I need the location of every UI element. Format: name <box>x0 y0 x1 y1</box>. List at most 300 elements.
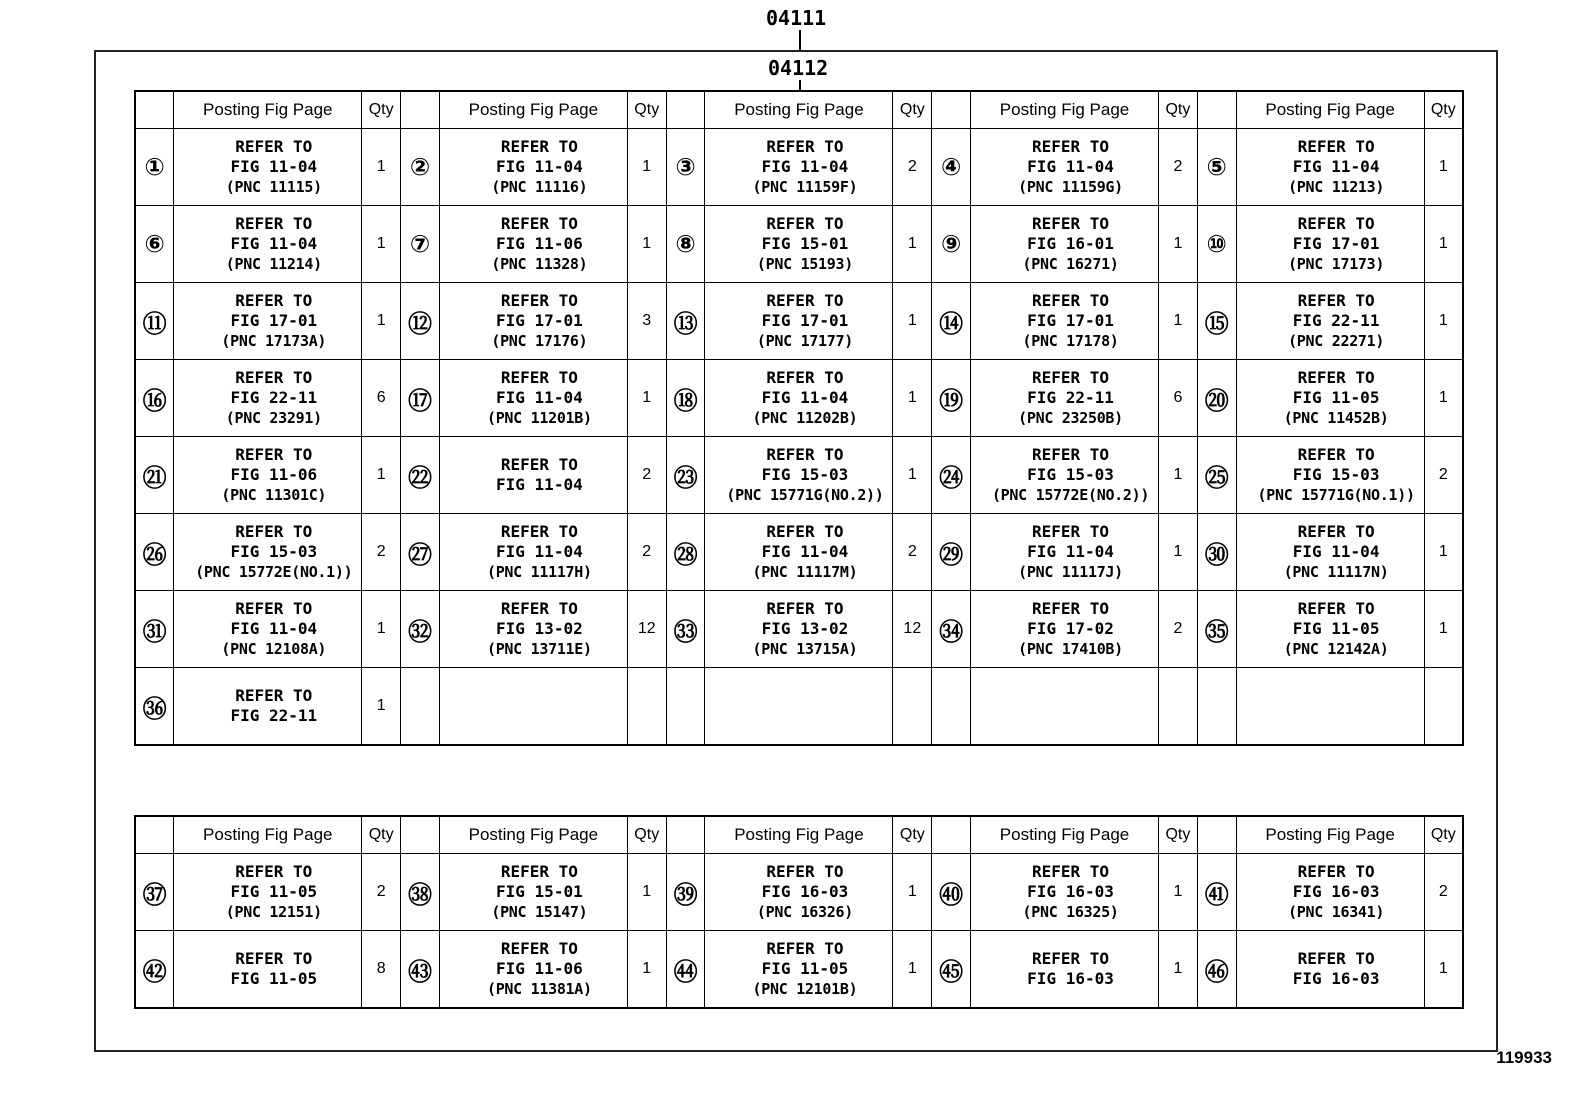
header-posting: Posting Fig Page <box>1236 816 1424 854</box>
item-number: ㉒ <box>401 437 440 514</box>
item-number <box>401 668 440 746</box>
reference-line: (PNC 17177) <box>756 332 853 350</box>
reference-line: FIG 11-04 <box>761 157 849 176</box>
posting-reference <box>705 129 893 206</box>
reference-line: REFER TO <box>1031 949 1110 968</box>
item-number: ⑦ <box>401 206 440 283</box>
reference-line: FIG 11-06 <box>230 465 318 484</box>
header-qty: Qty <box>893 91 932 129</box>
posting-reference <box>971 437 1159 514</box>
reference-line: REFER TO <box>1297 599 1375 618</box>
header-num-cell <box>135 816 174 854</box>
header-qty: Qty <box>1159 816 1198 854</box>
item-qty: 1 <box>1424 931 1463 1009</box>
reference-line: (PNC 16341) <box>1288 903 1385 921</box>
reference-line: FIG 17-01 <box>496 311 583 330</box>
header-qty: Qty <box>1424 816 1463 854</box>
reference-line: FIG 11-06 <box>496 959 583 978</box>
header-num-cell <box>401 816 440 854</box>
item-number: ⑯ <box>135 360 174 437</box>
item-qty: 12 <box>893 591 932 668</box>
item-number: ⑳ <box>1197 360 1236 437</box>
reference-line: (PNC 11201B) <box>486 409 592 427</box>
posting-reference <box>439 283 627 360</box>
reference-line: (PNC 15193) <box>756 255 853 273</box>
reference-line: (PNC 12101B) <box>752 980 858 998</box>
table-row <box>135 283 1463 360</box>
header-qty: Qty <box>627 816 666 854</box>
reference-line: FIG 22-11 <box>230 388 318 407</box>
posting-reference <box>705 854 893 931</box>
reference-line: REFER TO <box>766 862 844 881</box>
reference-line: REFER TO <box>766 291 844 310</box>
reference-line: FIG 17-01 <box>1027 311 1114 330</box>
posting-reference <box>174 591 362 668</box>
item-number: ㊺ <box>932 931 971 1009</box>
reference-line: REFER TO <box>766 599 844 618</box>
item-qty: 1 <box>1424 360 1463 437</box>
reference-line: (PNC 12142A) <box>1283 640 1389 658</box>
item-number: ㉛ <box>135 591 174 668</box>
reference-line: (PNC 12108A) <box>221 640 327 658</box>
parts-table-top <box>134 90 1464 746</box>
item-qty: 1 <box>1159 283 1198 360</box>
reference-line: FIG 22-11 <box>1027 388 1114 407</box>
posting-reference <box>439 360 627 437</box>
item-number: ⑱ <box>666 360 705 437</box>
reference-line: REFER TO <box>235 445 313 464</box>
reference-line: REFER TO <box>235 522 313 541</box>
reference-line: FIG 17-01 <box>761 311 849 330</box>
reference-line: (PNC 12151) <box>225 903 322 921</box>
reference-line: (PNC 23250B) <box>1018 409 1123 427</box>
item-qty: 1 <box>362 591 401 668</box>
reference-line: REFER TO <box>766 368 844 387</box>
table-row <box>135 514 1463 591</box>
item-qty: 1 <box>627 360 666 437</box>
item-qty: 2 <box>893 514 932 591</box>
reference-line: REFER TO <box>500 137 578 156</box>
reference-line: REFER TO <box>235 949 313 968</box>
item-qty: 2 <box>1159 591 1198 668</box>
item-qty <box>1424 668 1463 746</box>
reference-line: REFER TO <box>500 522 578 541</box>
reference-line: (PNC 11117H) <box>486 563 592 581</box>
item-number: ⑫ <box>401 283 440 360</box>
reference-line: (PNC 11202B) <box>752 409 858 427</box>
reference-line: (PNC 11452B) <box>1283 409 1389 427</box>
header-num-cell <box>666 91 705 129</box>
item-number <box>1197 668 1236 746</box>
item-qty: 2 <box>362 854 401 931</box>
posting-reference <box>705 437 893 514</box>
reference-line: (PNC 23291) <box>225 409 322 427</box>
subassembly-label: 04112 <box>768 56 829 80</box>
item-number: ② <box>401 129 440 206</box>
header-posting: Posting Fig Page <box>439 91 627 129</box>
reference-line: FIG 15-01 <box>761 234 849 253</box>
posting-reference <box>1236 206 1424 283</box>
reference-line: REFER TO <box>235 137 313 156</box>
item-qty: 1 <box>1424 514 1463 591</box>
reference-line: REFER TO <box>1031 291 1110 310</box>
table-row <box>135 437 1463 514</box>
item-number: ㉑ <box>135 437 174 514</box>
reference-line: REFER TO <box>1031 445 1110 464</box>
item-qty: 1 <box>362 129 401 206</box>
item-qty: 12 <box>627 591 666 668</box>
posting-reference <box>174 206 362 283</box>
leader-line <box>799 30 801 50</box>
posting-reference <box>174 668 362 746</box>
reference-line: (PNC 13711E) <box>486 640 592 658</box>
header-qty: Qty <box>362 91 401 129</box>
reference-line: REFER TO <box>500 291 578 310</box>
reference-line: (PNC 13715A) <box>752 640 858 658</box>
reference-line: FIG 16-03 <box>1292 969 1380 988</box>
item-qty: 2 <box>627 514 666 591</box>
reference-line: FIG 11-04 <box>1027 157 1114 176</box>
item-number: ⑨ <box>932 206 971 283</box>
reference-line: REFER TO <box>500 939 578 958</box>
reference-line: REFER TO <box>1297 137 1375 156</box>
posting-reference <box>439 437 627 514</box>
reference-line: FIG 16-03 <box>1292 882 1380 901</box>
reference-line: REFER TO <box>1031 862 1110 881</box>
reference-line: FIG 11-05 <box>230 882 318 901</box>
item-number: ㊶ <box>1197 854 1236 931</box>
reference-line: REFER TO <box>1297 445 1375 464</box>
table-header-row <box>135 816 1463 854</box>
reference-line: FIG 11-05 <box>1292 619 1380 638</box>
item-number: ㉓ <box>666 437 705 514</box>
reference-line: (PNC 17173A) <box>221 332 327 350</box>
item-qty <box>893 668 932 746</box>
reference-line: REFER TO <box>500 455 578 474</box>
item-number <box>666 668 705 746</box>
item-number: ㊸ <box>401 931 440 1009</box>
posting-reference <box>705 206 893 283</box>
item-number: ㊳ <box>401 854 440 931</box>
posting-reference <box>439 591 627 668</box>
item-qty: 1 <box>627 129 666 206</box>
header-num-cell <box>1197 91 1236 129</box>
reference-line: (PNC 22271) <box>1288 332 1385 350</box>
reference-line: REFER TO <box>235 686 313 705</box>
item-qty: 1 <box>893 931 932 1009</box>
reference-line: (PNC 15772E(NO.2)) <box>991 486 1150 504</box>
posting-reference <box>439 854 627 931</box>
reference-line: (PNC 11115) <box>225 178 322 196</box>
item-number: ㉖ <box>135 514 174 591</box>
item-qty: 1 <box>627 931 666 1009</box>
reference-line: FIG 16-03 <box>761 882 849 901</box>
item-number: ㊴ <box>666 854 705 931</box>
item-number: ㊷ <box>135 931 174 1009</box>
posting-reference <box>705 931 893 1009</box>
reference-line: (PNC 11116) <box>491 178 588 196</box>
posting-reference <box>971 129 1159 206</box>
reference-line: FIG 15-03 <box>1292 465 1380 484</box>
table-row <box>135 854 1463 931</box>
item-qty: 1 <box>627 206 666 283</box>
reference-line: FIG 11-05 <box>1292 388 1380 407</box>
posting-reference <box>174 283 362 360</box>
reference-line: FIG 15-03 <box>230 542 318 561</box>
posting-reference <box>1236 591 1424 668</box>
item-qty: 1 <box>362 206 401 283</box>
item-qty: 1 <box>1424 206 1463 283</box>
posting-reference <box>174 437 362 514</box>
header-qty: Qty <box>1424 91 1463 129</box>
reference-line: FIG 11-04 <box>496 388 583 407</box>
reference-line: (PNC 15147) <box>491 903 588 921</box>
reference-line: REFER TO <box>1297 214 1375 233</box>
reference-line: (PNC 11117J) <box>1018 563 1123 581</box>
item-number: ㊻ <box>1197 931 1236 1009</box>
posting-reference <box>174 514 362 591</box>
item-qty: 3 <box>627 283 666 360</box>
posting-reference <box>1236 437 1424 514</box>
reference-line: (PNC 17410B) <box>1018 640 1123 658</box>
posting-reference <box>174 129 362 206</box>
item-number: ⑭ <box>932 283 971 360</box>
header-qty: Qty <box>627 91 666 129</box>
header-num-cell <box>401 91 440 129</box>
item-qty <box>627 668 666 746</box>
reference-line: FIG 16-03 <box>1027 969 1114 988</box>
header-posting: Posting Fig Page <box>705 91 893 129</box>
reference-line: REFER TO <box>235 368 313 387</box>
reference-line: FIG 15-03 <box>1027 465 1114 484</box>
posting-reference <box>174 360 362 437</box>
item-number: ㊵ <box>932 854 971 931</box>
posting-reference <box>971 854 1159 931</box>
reference-line: REFER TO <box>1297 368 1375 387</box>
reference-line: REFER TO <box>1297 862 1375 881</box>
assembly-label: 04111 <box>766 6 827 30</box>
posting-reference <box>971 591 1159 668</box>
item-qty: 1 <box>1424 283 1463 360</box>
posting-reference <box>705 591 893 668</box>
item-qty: 6 <box>362 360 401 437</box>
reference-line: (PNC 17178) <box>1022 332 1119 350</box>
reference-line: (PNC 11159F) <box>752 178 858 196</box>
item-number: ⑲ <box>932 360 971 437</box>
leader-line <box>799 80 801 90</box>
item-qty: 2 <box>893 129 932 206</box>
reference-line: FIG 13-02 <box>496 619 583 638</box>
item-qty: 1 <box>1159 437 1198 514</box>
item-number <box>932 668 971 746</box>
item-qty: 1 <box>362 668 401 746</box>
table-row <box>135 931 1463 1009</box>
item-number: ⑧ <box>666 206 705 283</box>
posting-reference <box>1236 283 1424 360</box>
reference-line: FIG 11-04 <box>1292 542 1380 561</box>
reference-line: FIG 11-04 <box>761 388 849 407</box>
posting-reference <box>1236 668 1424 746</box>
posting-reference <box>439 129 627 206</box>
reference-line: REFER TO <box>500 214 578 233</box>
reference-line: FIG 11-04 <box>496 542 583 561</box>
reference-line: FIG 11-04 <box>230 234 318 253</box>
reference-line: FIG 16-01 <box>1027 234 1114 253</box>
header-num-cell <box>666 816 705 854</box>
item-number: ④ <box>932 129 971 206</box>
reference-line: (PNC 11214) <box>225 255 322 273</box>
reference-line: FIG 11-04 <box>1292 157 1380 176</box>
header-posting: Posting Fig Page <box>971 816 1159 854</box>
item-number: ⑪ <box>135 283 174 360</box>
header-posting: Posting Fig Page <box>439 816 627 854</box>
table-header-row <box>135 91 1463 129</box>
reference-line: (PNC 16325) <box>1022 903 1119 921</box>
item-number: ⑩ <box>1197 206 1236 283</box>
item-number: ㊹ <box>666 931 705 1009</box>
reference-line: REFER TO <box>766 137 844 156</box>
item-number: ㊱ <box>135 668 174 746</box>
item-number: ㊲ <box>135 854 174 931</box>
item-number: ⑰ <box>401 360 440 437</box>
reference-line: FIG 17-01 <box>1292 234 1380 253</box>
reference-line: REFER TO <box>500 368 578 387</box>
header-qty: Qty <box>362 816 401 854</box>
reference-line: FIG 11-05 <box>230 969 318 988</box>
posting-reference <box>971 668 1159 746</box>
reference-line: FIG 11-04 <box>496 475 583 494</box>
item-qty: 1 <box>1424 591 1463 668</box>
item-number: ㉟ <box>1197 591 1236 668</box>
reference-line: REFER TO <box>766 939 844 958</box>
item-number: ㉙ <box>932 514 971 591</box>
item-number: ⑤ <box>1197 129 1236 206</box>
header-qty: Qty <box>893 816 932 854</box>
item-qty: 1 <box>1159 514 1198 591</box>
item-qty: 1 <box>1159 854 1198 931</box>
reference-line: REFER TO <box>1031 522 1110 541</box>
item-qty: 1 <box>362 437 401 514</box>
reference-line: FIG 16-03 <box>1027 882 1114 901</box>
reference-line: REFER TO <box>235 214 313 233</box>
table-row <box>135 591 1463 668</box>
header-posting: Posting Fig Page <box>174 91 362 129</box>
item-qty: 1 <box>893 437 932 514</box>
item-number: ㉞ <box>932 591 971 668</box>
reference-line: REFER TO <box>235 599 313 618</box>
item-number: ㉝ <box>666 591 705 668</box>
reference-line: REFER TO <box>1297 291 1375 310</box>
reference-line: REFER TO <box>1031 214 1110 233</box>
posting-reference <box>971 206 1159 283</box>
reference-line: FIG 13-02 <box>761 619 849 638</box>
reference-line: FIG 11-06 <box>496 234 583 253</box>
reference-line: FIG 22-11 <box>1292 311 1380 330</box>
posting-reference <box>971 931 1159 1009</box>
posting-reference <box>174 854 362 931</box>
reference-line: (PNC 17176) <box>491 332 588 350</box>
reference-line: (PNC 15772E(NO.1)) <box>195 563 353 581</box>
reference-line: FIG 17-02 <box>1027 619 1114 638</box>
reference-line: (PNC 11159G) <box>1018 178 1123 196</box>
posting-reference <box>705 514 893 591</box>
reference-line: (PNC 11213) <box>1288 178 1385 196</box>
posting-reference <box>705 360 893 437</box>
table-row <box>135 668 1463 746</box>
item-number: ㉘ <box>666 514 705 591</box>
header-num-cell <box>932 91 971 129</box>
reference-line: (PNC 11301C) <box>221 486 327 504</box>
item-number: ① <box>135 129 174 206</box>
header-posting: Posting Fig Page <box>971 91 1159 129</box>
item-qty: 1 <box>1159 206 1198 283</box>
reference-line: REFER TO <box>766 445 844 464</box>
reference-line: (PNC 15771G(NO.2)) <box>726 486 884 504</box>
reference-line: (PNC 11328) <box>491 255 588 273</box>
item-qty: 2 <box>1159 129 1198 206</box>
posting-reference <box>174 931 362 1009</box>
item-qty: 1 <box>627 854 666 931</box>
posting-reference <box>705 668 893 746</box>
reference-line: FIG 11-04 <box>1027 542 1114 561</box>
table-row <box>135 206 1463 283</box>
header-num-cell <box>135 91 174 129</box>
header-posting: Posting Fig Page <box>1236 91 1424 129</box>
reference-line: FIG 15-01 <box>496 882 583 901</box>
item-qty: 2 <box>1424 854 1463 931</box>
reference-line: FIG 22-11 <box>230 706 318 725</box>
header-num-cell <box>1197 816 1236 854</box>
posting-reference <box>439 514 627 591</box>
posting-reference <box>439 206 627 283</box>
posting-reference <box>1236 360 1424 437</box>
reference-line: FIG 15-03 <box>761 465 849 484</box>
table-row <box>135 129 1463 206</box>
reference-line: FIG 11-04 <box>230 619 318 638</box>
item-number: ⑬ <box>666 283 705 360</box>
reference-line: REFER TO <box>1031 599 1110 618</box>
diagram-id: 119933 <box>1496 1048 1552 1067</box>
posting-reference <box>971 360 1159 437</box>
item-qty: 2 <box>627 437 666 514</box>
item-qty: 2 <box>1424 437 1463 514</box>
reference-line: (PNC 11117M) <box>752 563 858 581</box>
item-number: ③ <box>666 129 705 206</box>
reference-line: REFER TO <box>500 862 578 881</box>
reference-line: REFER TO <box>766 522 844 541</box>
header-posting: Posting Fig Page <box>174 816 362 854</box>
reference-line: FIG 17-01 <box>230 311 318 330</box>
item-number: ㉔ <box>932 437 971 514</box>
item-qty <box>1159 668 1198 746</box>
reference-line: (PNC 11117N) <box>1283 563 1389 581</box>
item-qty: 1 <box>893 283 932 360</box>
item-number: ㉜ <box>401 591 440 668</box>
posting-reference <box>1236 514 1424 591</box>
item-number: ⑥ <box>135 206 174 283</box>
item-number: ㉗ <box>401 514 440 591</box>
parts-table-bottom <box>134 815 1464 1009</box>
posting-reference <box>1236 854 1424 931</box>
item-qty: 1 <box>893 854 932 931</box>
table-row <box>135 360 1463 437</box>
reference-line: REFER TO <box>235 862 313 881</box>
reference-line: REFER TO <box>766 214 844 233</box>
posting-reference <box>439 668 627 746</box>
posting-reference <box>1236 129 1424 206</box>
header-qty: Qty <box>1159 91 1198 129</box>
reference-line: FIG 11-05 <box>761 959 849 978</box>
